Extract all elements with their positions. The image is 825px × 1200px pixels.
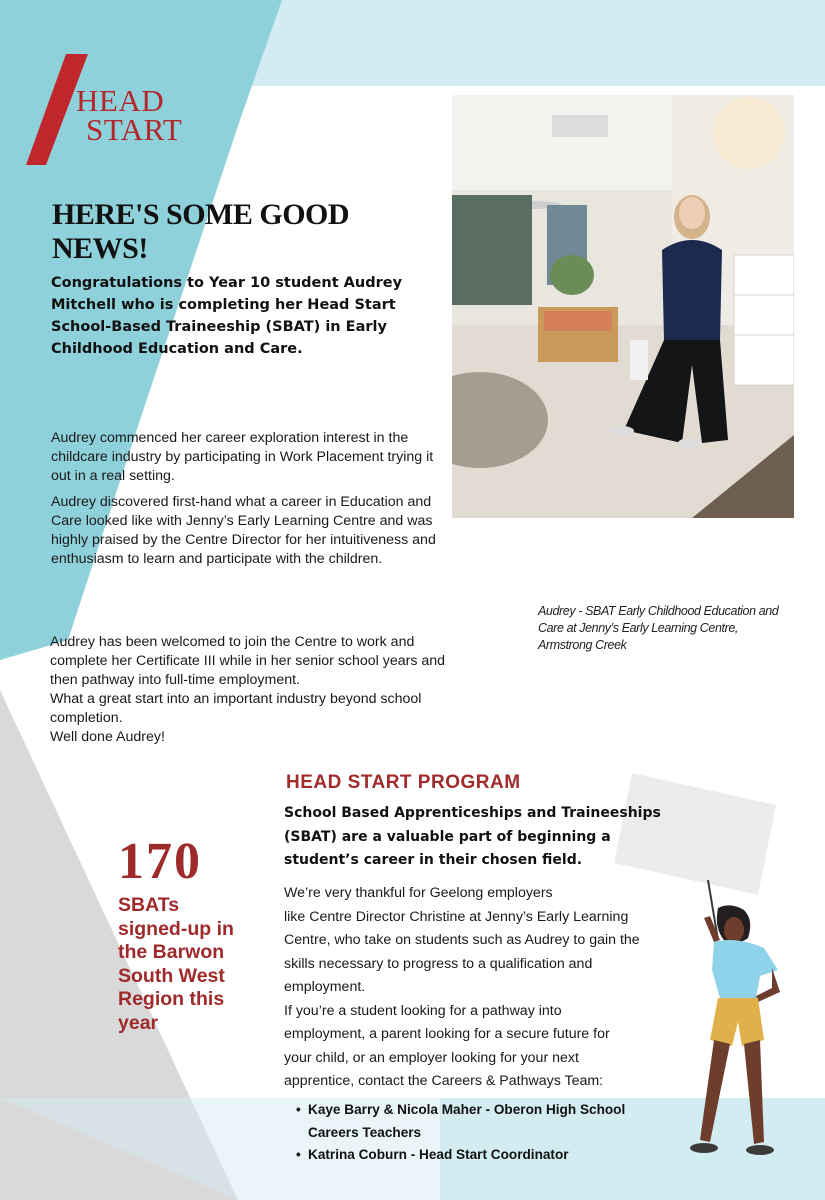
paragraph-placement: Audrey commenced her career exploration interest in the childcare industry by participating in Work Placement trying it out in a real setting. — [51, 430, 434, 484]
contact-text: Katrina Coburn - Head Start Coordinator — [308, 1147, 569, 1162]
intro-text: Congratulations to Year 10 student Audrey Mitchell who is completing her Head Start School-Based Traineeship (SBAT) in Early Childhood Education and Care. — [51, 275, 403, 357]
contact-item — [286, 1144, 646, 1167]
sbat-count: 170 — [118, 833, 202, 890]
bullet-icon: • — [296, 1102, 301, 1117]
program-line: apprentice, contact the Careers & Pathways Team: — [284, 1073, 604, 1089]
program-line: employment. — [284, 979, 366, 995]
program-line: skills necessary to progress to a qualification and — [284, 955, 593, 972]
program-line: like Centre Director Christine at Jenny’s Early Learning — [284, 908, 629, 925]
head-start-logo — [24, 52, 194, 167]
program-line: employment, a parent looking for a secure future for — [284, 1026, 610, 1042]
photo-caption: Audrey - SBAT Early Childhood Education and Care at Jenny’s Early Learning Centre, Armstrong Creek — [538, 604, 779, 652]
contacts-list — [286, 1099, 646, 1167]
closing-line: Audrey has been welcomed to join the Centre to work and complete her Certificate III while in her senior school years and then pathway into full-time employment. — [50, 634, 446, 688]
program-body — [284, 882, 694, 1094]
bullet-icon: • — [296, 1147, 301, 1162]
program-line: We’re very thankful for Geelong employers — [284, 885, 553, 901]
closing-line: Well done Audrey! — [50, 729, 165, 745]
sbat-count-label: SBATs signed-up in the Barwon South West Region this year — [118, 894, 234, 1034]
closing-text — [50, 633, 470, 747]
program-line: your child, or an employer looking for your next — [284, 1049, 579, 1066]
logo-line-1: HEAD — [76, 83, 165, 118]
program-intro: School Based Apprenticeships and Traineeships (SBAT) are a valuable part of beginning a student’s career in their chosen field. — [284, 805, 661, 868]
page-title: HERE'S SOME GOOD NEWS! — [52, 198, 350, 265]
program-line: If you’re a student looking for a pathway into — [284, 1002, 562, 1019]
paragraph-discovered: Audrey discovered first-hand what a career in Education and Care looked like with Jenny’s Early Learning Centre and was highly praised by the Centre Director for her intuitiveness and enthusiasm to learn and participate with the children. — [51, 494, 436, 567]
audrey-photo — [452, 95, 794, 518]
closing-line: What a great start into an important industry beyond school completion. — [50, 691, 422, 726]
program-title: HEAD START PROGRAM — [286, 772, 521, 793]
logo-line-2: START — [86, 112, 183, 147]
program-line: Centre, who take on students such as Audrey to gain the — [284, 932, 640, 948]
contact-text: Kaye Barry & Nicola Maher - Oberon High School Careers Teachers — [308, 1102, 626, 1140]
woman-with-sign-illustration-icon — [660, 880, 790, 1180]
contact-item — [286, 1099, 646, 1144]
